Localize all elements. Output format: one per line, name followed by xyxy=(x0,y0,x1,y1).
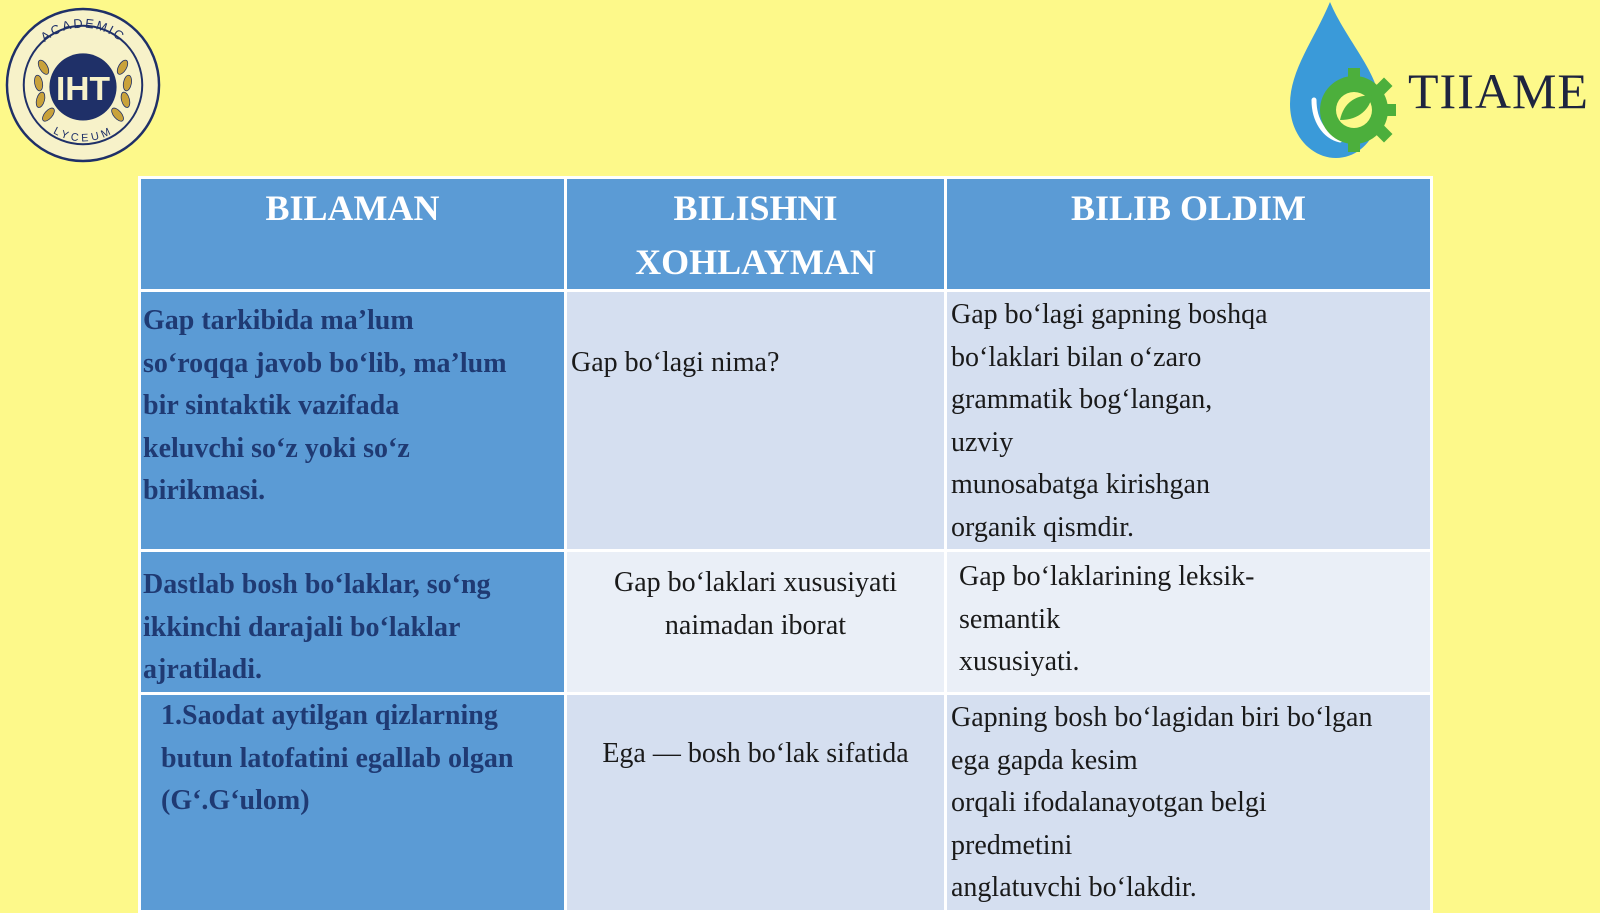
cell-learned: Gap bo‘lagi gapning boshqa bo‘laklari bilan o‘zaro grammatik bog‘langan, uzviy munosabatga kirishgan organik qismdir. xyxy=(946,291,1432,551)
tiiame-logo-text: TIIAME xyxy=(1408,63,1589,119)
cell-want: Ega — bosh bo‘lak sifatida xyxy=(566,694,946,912)
header-bilib-oldim: BILIB OLDIM xyxy=(946,178,1432,291)
header-bilaman: BILAMAN xyxy=(140,178,566,291)
cell-want: Gap bo‘lagi nima? xyxy=(566,291,946,551)
cell-know: Gap tarkibida ma’lum so‘roqqa javob bo‘lib, ma’lum bir sintaktik vazifada keluvchi so‘z yoki so‘z birikmasi. xyxy=(140,291,566,551)
cell-learned: Gapning bosh bo‘lagidan biri bo‘lgan ega gapda kesim orqali ifodalanayotgan belgi predmetini anglatuvchi bo‘lakdir. xyxy=(946,694,1432,912)
cell-want: Gap bo‘laklari xususiyati naimadan iborat xyxy=(566,551,946,694)
cell-know: Dastlab bosh bo‘laklar, so‘ng ikkinchi darajali bo‘laklar ajratiladi. xyxy=(140,551,566,694)
logo-iht-text: IHT xyxy=(55,70,111,108)
table-row xyxy=(140,291,1432,551)
table-header-row xyxy=(140,178,1432,291)
logo-ring-bottom-text: LYCEUM xyxy=(51,125,115,145)
table-row xyxy=(140,694,1432,912)
iht-academic-lyceum-logo xyxy=(4,6,162,164)
kwl-table xyxy=(138,176,1433,913)
cell-learned: Gap bo‘laklarining leksik- semantik xususiyati. xyxy=(946,551,1432,694)
logo-ring-top-text: ACADEMIC xyxy=(37,15,129,45)
header-bilishni-xohlayman: BILISHNI XOHLAYMAN xyxy=(566,178,946,291)
cell-know: 1.Saodat aytilgan qizlarning butun latofatini egallab olgan (G‘.G‘ulom) xyxy=(140,694,566,912)
table-row xyxy=(140,551,1432,694)
